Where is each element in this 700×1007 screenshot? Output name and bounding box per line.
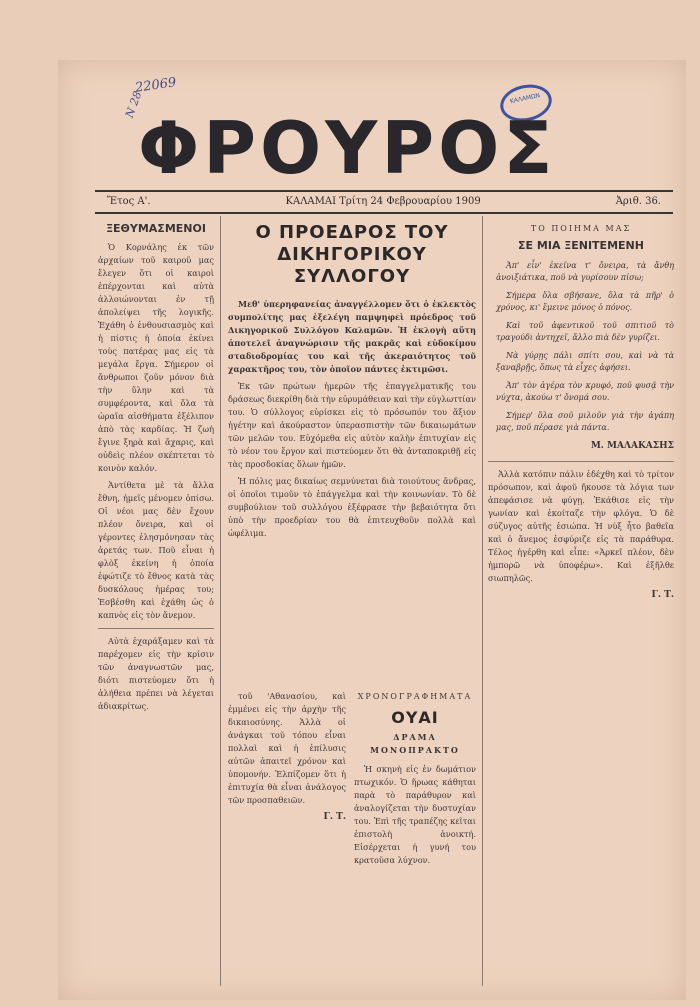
center-headline: Ο ΠΡΟΕΔΡΟΣ ΤΟΥ ΔΙΚΗΓΟΡΙΚΟΥ ΣΥΛΛΟΓΟΥ <box>255 222 449 287</box>
center-body: Ἐκ τῶν πρώτων ἡμερῶν τῆς ἐπαγγελματικῆς του δράσεως διεκρίθη διὰ τὴν εὐρυμάθειαν καὶ τὴν εὐγλωττίαν του. Ὁ σύλλογος εὑρίσκει εἰς τὸ πρόσωπόν του ἄξιον ἡγέτην καὶ ἀκούραστον ὑπερασπιστὴν τῶν δικαιωμάτων τῶν μελῶν του. Εὐχόμεθα εἰς αὐτὸν καλὴν ἐπιτυχίαν εἰς τὸ νέον του ἔργον καὶ πιστεύομεν ὅτι θὰ ἀνταποκριθῇ εἰς τὰς προσδοκίας ὅλων ἡμῶν. <box>228 381 476 469</box>
chronicle-subtitle: ΔΡΑΜΑ ΜΟΝΟΠΡΑΚΤΟ <box>370 732 460 755</box>
left-divider <box>98 628 214 629</box>
poem-stanza: Σήμερ' ὅλα σοῦ μιλοῦν γιὰ τὴν ἀγάπη μας, ποῦ πέρασε γιὰ πάντα. <box>496 411 674 432</box>
right-body: Ἀλλὰ κατόπιν πάλιν ἐδέχθη καὶ τὸ τρίτον πρόσωπον, καὶ ἀφοῦ ἤκουσε τὰ λόγια των ἀπεφάσισε νὰ φύγῃ. Ἐκάθισε εἰς τὴν γωνίαν καὶ ἐκοίταζε τὴν φλόγα. Ὁ δὲ σύζυγος αὐτῆς ἐσιώπα. Ἡ νὺξ ἦτο βαθεῖα καὶ ὁ ἄνεμος ἐσφύριζε εἰς τὰ παράθυρα. Τέλος ἠγέρθη καὶ εἶπε: «Ἀρκεῖ πλέον, δὲν ἠμπορῶ νὰ ὑποφέρω». Καὶ ἐξῆλθε σιωπηλῶς. <box>488 469 674 583</box>
masthead-rule-bottom <box>95 212 673 214</box>
issue-number: Ἀριθ. 36. <box>615 196 661 207</box>
chronicle-section: ΧΡΟΝΟΓΡΑΦΗΜΑΤΑ <box>357 692 473 701</box>
poem-stanza: Καὶ τοῦ ἀφεντικοῦ τοῦ σπιτιοῦ τὸ τραγούδι ἀντηχεῖ, ἄλλο πιὰ δὲν γυρίζει. <box>496 321 674 342</box>
center-sub-left <box>228 690 346 990</box>
chronicle-title: ΟΥΑΙ <box>391 708 439 727</box>
right-column <box>488 222 674 992</box>
issue-year: Ἔτος Α'. <box>107 196 151 207</box>
poem-section: ΤΟ ΠΟΙΗΜΑ ΜΑΣ <box>530 224 632 233</box>
handwritten-side-note: Ν 28 <box>122 89 145 120</box>
chronicle-column <box>354 690 476 990</box>
left-headline: ΞΕΘΥΜΑΣΜΕΝΟΙ <box>106 222 206 235</box>
handwritten-archive-number: 22069 <box>134 75 178 96</box>
center-body-2: Ἡ πόλις μας δικαίως σεμνύνεται διὰ τοιούτους ἄνδρας, οἱ ὁποῖοι τιμοῦν τὸ ἐπάγγελμα καὶ τὴν κοινωνίαν. Τὸ δὲ συμβούλιον τοῦ συλλόγου ἐξέφρασε τὴν βεβαιότητα ὅτι ὑπὸ τὴν προεδρίαν του θὰ ἐπιτευχθοῦν πολλὰ καὶ ὠφέλιμα. <box>228 476 476 538</box>
column-divider-left <box>220 216 221 986</box>
poem-stanza: Νὰ γύρῃς πάλι σπίτι σου, καὶ νὰ τὰ ξαναβρῇς, ὅπως τὰ εἶχες ἀφήσει. <box>496 351 674 372</box>
left-body-3: Αὐτὰ ἐχαράξαμεν καὶ τὰ παρέχομεν εἰς τὴν κρίσιν τῶν ἀναγνωστῶν μας, διότι πιστεύομεν ὅτι ἡ ἀλήθεια πρέπει νὰ λέγεται ἀδιακρίτως. <box>98 636 214 711</box>
center-lead: Μεθ' ὑπερηφανείας ἀναγγέλλομεν ὅτι ὁ ἐκλεκτὸς συμπολίτης μας ἐξελέγη παμψηφεὶ πρόεδρος τοῦ Δικηγορικοῦ Συλλόγου Καλαμῶν. Ἡ ἐκλογὴ αὕτη ἀποτελεῖ ἀναγνώρισιν τῆς μακρᾶς καὶ εὐδοκίμου σταδιοδρομίας του καὶ τῆς ἀκεραιότητος τοῦ χαρακτῆρος του, τὸν ὁποῖον πάντες ἐκτιμῶσι. <box>228 299 476 374</box>
right-signature: Γ. Τ. <box>651 590 674 600</box>
dateline <box>95 196 673 207</box>
issue-date: ΚΑΛΑΜΑΙ Τρίτη 24 Φεβρουαρίου 1909 <box>285 196 481 207</box>
chronicle-body: Ἡ σκηνὴ εἰς ἐν δωμάτιον πτωχικόν. Ὁ ἥρωας κάθηται παρὰ τὸ παράθυρον καὶ ἀναλογίζεται τὴν δυστυχίαν του. Ἐπὶ τῆς τραπέζης κεῖται ἐπιστολὴ ἀνοικτή. Εἰσέρχεται ἡ γυνή του κρατοῦσα λύχνον. <box>354 764 476 865</box>
left-body-2: Ἀντίθετα μὲ τὰ ἄλλα ἔθνη, ἡμεῖς μένομεν ὀπίσω. Οἱ νέοι μας δὲν ἔχουν πλέον ὄνειρα, καὶ οἱ γέροντες ἐλησμόνησαν τὰς ἀρετάς των. Ποῦ εἶναι ἡ φλὸξ ἐκείνη ἡ ὁποία ἐφώτιζε τὸ ἔθνος κατὰ τὰς δυσκόλους ἡμέρας του; Ἐσβέσθη καὶ ἐχάθη ὡς ὁ καπνὸς εἰς τὸν ἄνεμον. <box>98 480 214 620</box>
poem-stanza: Ἀπ' εἶν' ἐκεῖνα τ' ὄνειρα, τὰ ἄνθη ἀνοιξιάτικα, ποῦ νὰ γυρίσουν πίσω; <box>496 261 674 282</box>
center-column <box>228 222 476 682</box>
center-sub-signature: Γ. Τ. <box>323 812 346 822</box>
poet-signature: Μ. ΜΑΛΑΚΑΣΗΣ <box>590 441 674 451</box>
masthead-rule-top <box>95 190 673 192</box>
left-body: Ὁ Κορνάλης ἐκ τῶν ἀρχαίων τοῦ καιροῦ μας ἔλεγεν ὅτι οἱ καιροὶ ἐπέρχονται καὶ αὐτὰ ἀλλοιώνονται ἐν τῇ ἀπολείψει τῆς λογικῆς. Ἐχάθη ὁ ἐνθουσιασμὸς καὶ ἡ πίστις ἡ ὁποία ἐκίνει τοὺς πατέρας μας εἰς τὰ μεγάλα ἔργα. Σήμερον οἱ ἄνθρωποι ζοῦν μόνον διὰ τὴν ὕλην καὶ τὰ συμφέροντα, καὶ ὅλα τὰ ὡραῖα αἰσθήματα ἐξέλιπον ἀπὸ τὰς καρδίας. Ἡ ζωὴ ἔγινε ξηρὰ καὶ ἄχαρις, καὶ οὐδεὶς πλέον σκέπτεται τὸ κοινὸν καλόν. <box>98 242 214 473</box>
center-sub-text: τοῦ 'Αθανασίου, καὶ ἐμμένει εἰς τὴν ἀρχὴν τῆς δικαιοσύνης. Ἀλλὰ οἱ ἀνάγκαι τοῦ τόπου εἶναι πολλαὶ καὶ ἡ ἐπίλυσις αὐτῶν ἀπαιτεῖ χρόνον καὶ ὑπομονήν. Ἐλπίζομεν ὅτι ἡ ἐπιτυχία θὰ εἶναι ἀνάλογος τῶν προσπαθειῶν. <box>228 691 346 805</box>
poem-stanza: Σήμερα ὅλα σβήσανε, ὅλα τὰ πῆρ' ὁ χρόνος, κι' ἔμεινε μόνος ὁ πόνος. <box>496 291 674 312</box>
library-stamp: ΚΑΛΑΜΩΝ <box>497 80 555 126</box>
left-column <box>98 222 214 992</box>
column-divider-right <box>482 216 483 986</box>
newspaper-title: ΦΡΟΥΡΟΣ <box>138 106 557 190</box>
poem-title: ΣΕ ΜΙΑ ΞΕΝΙΤΕΜΕΝΗ <box>518 239 644 252</box>
poem-stanza: Ἀπ' τὸν ἀγέρα τὸν κρυφό, ποῦ φυσᾷ τὴν νύχτα, ἀκούω τ' ὄνομά σου. <box>496 381 674 402</box>
poem <box>488 260 674 434</box>
right-divider <box>488 461 674 462</box>
